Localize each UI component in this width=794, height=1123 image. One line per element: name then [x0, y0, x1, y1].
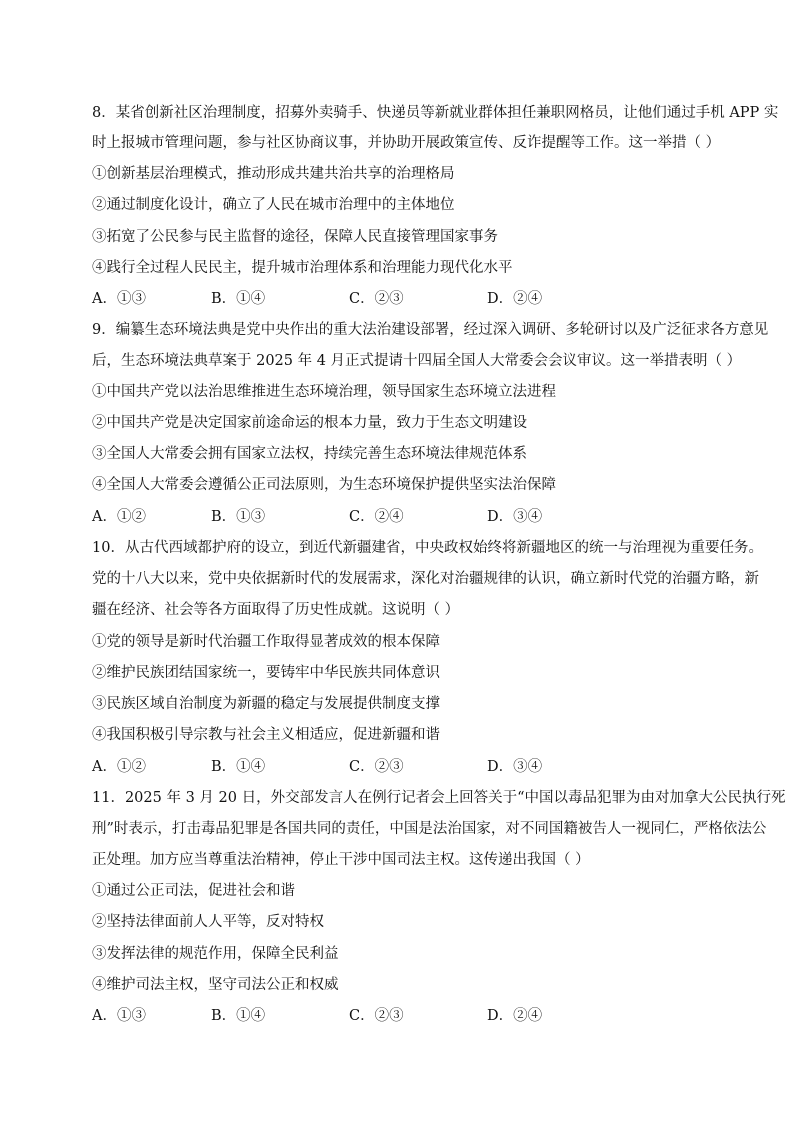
statement-3: ③拓宽了公民参与民主监督的途径，保障人民直接管理国家事务 — [92, 229, 498, 245]
answer-choices — [92, 1006, 732, 1026]
statement-1: ①中国共产党以法治思维推进生态环境治理，领导国家生态环境立法进程 — [92, 384, 556, 400]
question-stem-line: 9．编纂生态环境法典是党中央作出的重大法治建设部署，经过深入调研、多轮研讨以及广泛征求各方意见 — [92, 322, 769, 338]
choice-a[interactable]: A．①③ — [92, 291, 146, 307]
question-stem-line: 后，生态环境法典草案于 2025 年 4 月正式提请十四届全国人大常委会会议审议。这一举措表明（ ） — [92, 353, 742, 369]
choice-c[interactable]: C．②③ — [349, 291, 404, 307]
statement-4: ④全国人大常委会遵循公正司法原则，为生态环境保护提供坚实法治保障 — [92, 477, 556, 493]
choice-b[interactable]: B．①④ — [211, 1008, 266, 1024]
choice-c[interactable]: C．②③ — [349, 1008, 404, 1024]
question-stem-line: 疆在经济、社会等各方面取得了历史性成就。这说明（ ） — [92, 602, 460, 618]
statement-4: ④我国积极引导宗教与社会主义相适应，促进新疆和谐 — [92, 727, 440, 743]
question-stem-line: 正处理。加方应当尊重法治精神，停止干涉中国司法主权。这传递出我国（ ） — [92, 852, 590, 868]
statement-3: ③民族区域自治制度为新疆的稳定与发展提供制度支撑 — [92, 696, 440, 712]
choice-b[interactable]: B．①④ — [211, 291, 266, 307]
statement-2: ②通过制度化设计，确立了人民在城市治理中的主体地位 — [92, 197, 455, 213]
statement-1: ①通过公正司法，促进社会和谐 — [92, 883, 295, 899]
question-stem-line: 时上报城市管理问题，参与社区协商议事，并协助开展政策宣传、反诈提醒等工作。这一举措（ ） — [92, 135, 721, 151]
statement-4: ④维护司法主权，坚守司法公正和权威 — [92, 977, 339, 993]
choice-c[interactable]: C．②③ — [349, 759, 404, 775]
choice-d[interactable]: D．②④ — [487, 1008, 543, 1024]
statement-2: ②坚持法律面前人人平等，反对特权 — [92, 914, 324, 930]
question-stem-line: 11．2025 年 3 月 20 日，外交部发言人在例行记者会上回答关于“中国以毒品犯罪为由对加拿大公民执行死 — [92, 790, 786, 806]
choice-c[interactable]: C．②④ — [349, 509, 404, 525]
statement-1: ①创新基层治理模式，推动形成共建共治共享的治理格局 — [92, 166, 455, 182]
choice-b[interactable]: B．①④ — [211, 759, 266, 775]
question-stem-line: 刑”时表示，打击毒品犯罪是各国共同的责任，中国是法治国家，对不同国籍被告人一视同仁，严格依法公 — [92, 821, 767, 837]
choice-d[interactable]: D．②④ — [487, 291, 543, 307]
question-stem-line: 10．从古代西域都护府的设立，到近代新疆建省，中央政权始终将新疆地区的统一与治理视为重要任务。 — [92, 540, 763, 556]
statement-4: ④践行全过程人民民主，提升城市治理体系和治理能力现代化水平 — [92, 260, 513, 276]
statement-1: ①党的领导是新时代治疆工作取得显著成效的根本保障 — [92, 634, 440, 650]
question-stem-line: 8．某省创新社区治理制度，招募外卖骑手、快递员等新就业群体担任兼职网格员，让他们通过手机 APP 实 — [92, 105, 779, 121]
question-stem-line: 党的十八大以来，党中央依据新时代的发展需求，深化对治疆规律的认识，确立新时代党的治疆方略，新 — [92, 571, 759, 587]
answer-choices — [92, 289, 732, 309]
choice-a[interactable]: A．①② — [92, 509, 146, 525]
statement-2: ②维护民族团结国家统一，要铸牢中华民族共同体意识 — [92, 665, 440, 681]
choice-d[interactable]: D．③④ — [487, 759, 543, 775]
choice-a[interactable]: A．①③ — [92, 1008, 146, 1024]
choice-a[interactable]: A．①② — [92, 759, 146, 775]
answer-choices — [92, 507, 732, 527]
statement-3: ③发挥法律的规范作用，保障全民利益 — [92, 946, 339, 962]
choice-d[interactable]: D．③④ — [487, 509, 543, 525]
statement-3: ③全国人大常委会拥有国家立法权，持续完善生态环境法律规范体系 — [92, 446, 527, 462]
statement-2: ②中国共产党是决定国家前途命运的根本力量，致力于生态文明建设 — [92, 415, 527, 431]
choice-b[interactable]: B．①③ — [211, 509, 266, 525]
answer-choices — [92, 757, 732, 777]
